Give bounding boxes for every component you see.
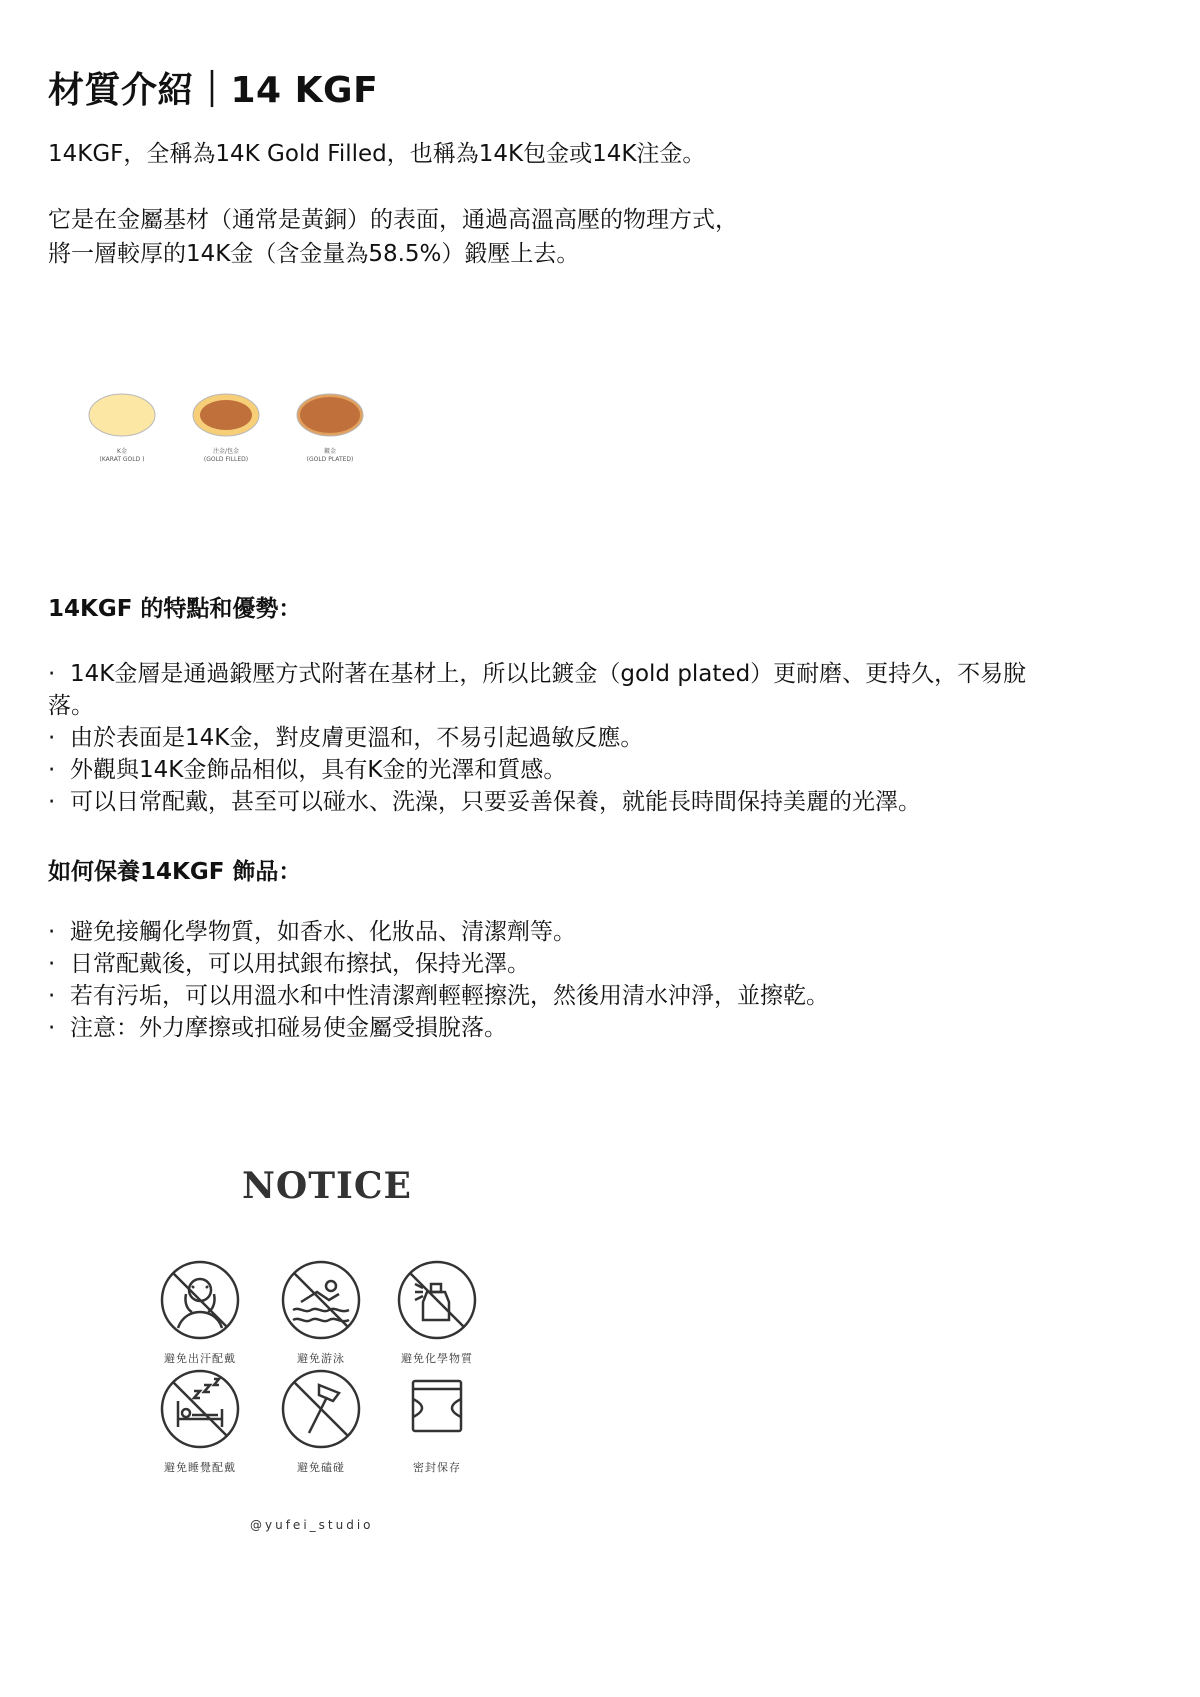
bullet-dot: · [48, 1015, 56, 1041]
notice-title: NOTICE [242, 1165, 412, 1207]
notice-item-chemical [382, 1258, 492, 1366]
bullet-dot: · [48, 661, 56, 687]
notice-item-swim [266, 1258, 376, 1366]
layer-gold-filled [176, 392, 276, 464]
hammer-icon [279, 1367, 363, 1451]
bullet-dot: · [48, 983, 56, 1009]
chemical-icon [395, 1258, 479, 1342]
bullet-dot: · [48, 951, 56, 977]
notice-item-label: 密封保存 [413, 1461, 461, 1474]
notice-item-label: 避免出汗配戴 [164, 1352, 236, 1365]
layer-label: 注金/包金 [212, 448, 240, 455]
list-item-wrap [48, 690, 1158, 722]
layer-label: K金 [117, 448, 127, 455]
list-item-text: 外觀與14K金飾品相似，具有K金的光澤和質感。 [70, 757, 567, 783]
notice-item-sleep [145, 1367, 255, 1475]
list-item-text: 由於表面是14K金，對皮膚更溫和，不易引起過敏反應。 [70, 725, 644, 751]
list-item-text: 日常配戴後，可以用拭銀布擦拭，保持光澤。 [70, 951, 530, 977]
care-list [48, 916, 1158, 1044]
page-title: 材質介紹｜14 KGF [48, 70, 379, 111]
bullet-dot: · [48, 919, 56, 945]
layer-sublabel: (GOLD FILLED) [203, 456, 249, 463]
care-heading: 如何保養14KGF 飾品： [48, 859, 302, 885]
intro-line-3: 將一層較厚的14K金（含金量為58.5%）鍛壓上去。 [48, 241, 580, 267]
list-item-text: 避免接觸化學物質，如香水、化妝品、清潔劑等。 [70, 919, 576, 945]
intro-line-2: 它是在金屬基材（通常是黃銅）的表面，通過高溫高壓的物理方式， [48, 207, 738, 233]
list-item [48, 980, 1158, 1012]
features-list [48, 658, 1158, 818]
bullet-dot: · [48, 757, 56, 783]
list-item-text: 若有污垢，可以用溫水和中性清潔劑輕輕擦洗，然後用清水沖淨，並擦乾。 [70, 983, 829, 1009]
layer-label: 鍍金 [323, 448, 336, 455]
sweat-icon [158, 1258, 242, 1342]
bullet-dot: · [48, 789, 56, 815]
features-heading: 14KGF 的特點和優勢： [48, 596, 302, 622]
list-item-text: 落。 [48, 693, 94, 719]
list-item [48, 948, 1158, 980]
sleep-icon [158, 1367, 242, 1451]
list-item [48, 1012, 1158, 1044]
list-item-text: 14K金層是通過鍛壓方式附著在基材上，所以比鍍金（gold plated）更耐磨、更持久，不易脫 [70, 661, 1027, 687]
list-item [48, 658, 1158, 690]
notice-item-label: 避免磕碰 [297, 1461, 345, 1474]
layer-sublabel: (GOLD PLATED) [306, 456, 354, 463]
notice-item-label: 避免游泳 [297, 1352, 345, 1365]
list-item [48, 754, 1158, 786]
sealed-bag-icon [395, 1367, 479, 1451]
notice-item-sweat [145, 1258, 255, 1366]
list-item-text: 注意：外力摩擦或扣碰易使金屬受損脫落。 [70, 1015, 507, 1041]
notice-item-sealed [382, 1367, 492, 1475]
intro-line-1: 14KGF，全稱為14K Gold Filled，也稱為14K包金或14K注金。 [48, 141, 706, 167]
gold-plated-disc-icon [295, 392, 365, 438]
notice-item-hammer [266, 1367, 376, 1475]
layer-gold-plated [280, 392, 380, 464]
gold-filled-disc-icon [191, 392, 261, 438]
layer-karat-gold [72, 392, 172, 464]
karat-gold-disc-icon [87, 392, 157, 438]
list-item-text: 可以日常配戴，甚至可以碰水、洗澡，只要妥善保養，就能長時間保持美麗的光澤。 [70, 789, 921, 815]
list-item [48, 786, 1158, 818]
gold-layer-diagram [72, 392, 372, 472]
notice-item-label: 避免睡覺配戴 [164, 1461, 236, 1474]
layer-sublabel: (KARAT GOLD ) [99, 456, 145, 463]
swim-icon [279, 1258, 363, 1342]
notice-item-label: 避免化學物質 [401, 1352, 473, 1365]
instagram-handle: @yufei_studio [250, 1518, 374, 1532]
list-item [48, 916, 1158, 948]
bullet-dot: · [48, 725, 56, 751]
list-item [48, 722, 1158, 754]
